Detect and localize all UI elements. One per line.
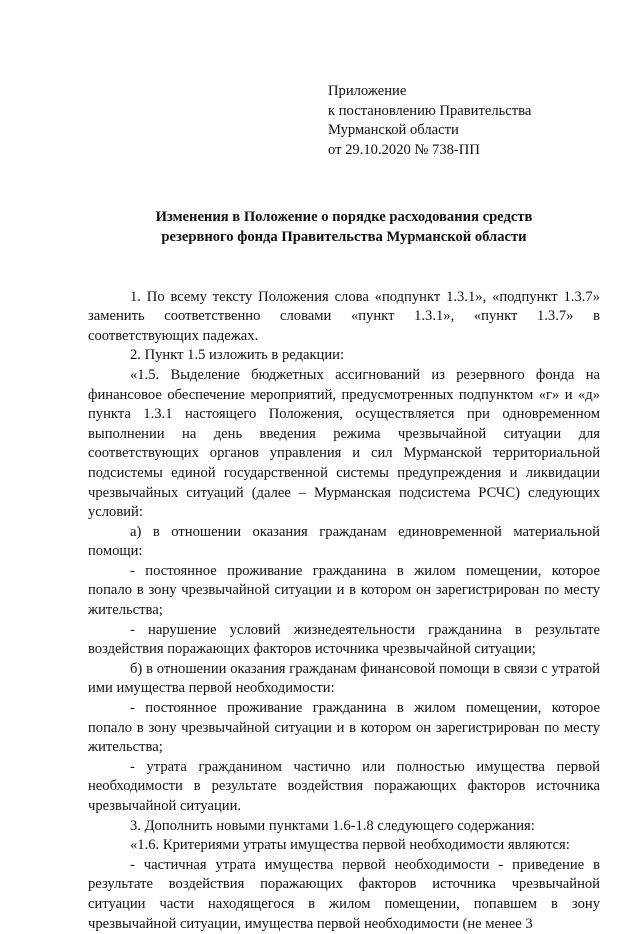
paragraph: 3. Дополнить новыми пунктами 1.6-1.8 следующего содержания: xyxy=(130,817,535,834)
appendix-line-4: от 29.10.2020 № 738-ПП xyxy=(328,141,480,158)
paragraph: а) в отношении оказания гражданам единовременной материальной помощи: xyxy=(88,523,600,560)
title-line-1: Изменения в Положение о порядке расходования средств xyxy=(155,209,533,226)
appendix-line-2: к постановлению Правительства xyxy=(328,102,532,119)
paragraph: - утрата гражданином частично или полностью имущества первой необходимости в результате воздействия поражающих факторов источника чрезвычайной ситуации. xyxy=(88,758,600,814)
paragraph: - нарушение условий жизнедеятельности гражданина в результате воздействия поражающих факторов источника чрезвычайной ситуации; xyxy=(88,621,600,658)
document-title xyxy=(88,208,600,247)
paragraph: 1. По всему тексту Положения слова «подпункт 1.3.1», «подпункт 1.3.7» заменить соответственно словами «пункт 1.3.1», «пункт 1.3.7» в соответствующих падежах. xyxy=(88,288,600,344)
paragraph: - постоянное проживание гражданина в жилом помещении, которое попало в зону чрезвычайной ситуации и в котором он зарегистрирован по месту жительства; xyxy=(88,562,600,619)
paragraph: «1.6. Критериями утраты имущества первой необходимости являются: xyxy=(130,837,570,854)
appendix-block xyxy=(328,82,588,160)
paragraph: «1.5. Выделение бюджетных ассигнований из резервного фонда на финансовое обеспечение мероприятий, предусмотренных подпунктом «г» и «д» пункта 1.3.1 настоящего Положения, осуществляется при одновременном выполнении на день введения режима чрезвычайной ситуации для соответствующих органов управления и сил Мурманской территориальной подсистемы единой государственной системы предупреждения и ликвидации чрезвычайных ситуаций (далее – Мурманская подсистема РСЧС) следующих условий: xyxy=(88,366,600,521)
appendix-line-1: Приложение xyxy=(328,83,407,99)
document-body xyxy=(88,288,600,934)
appendix-line-3: Мурманской области xyxy=(328,122,459,139)
paragraph: - постоянное проживание гражданина в жилом помещении, которое попало в зону чрезвычайной ситуации и в котором он зарегистрирован по месту жительства; xyxy=(88,700,600,756)
paragraph: 2. Пункт 1.5 изложить в редакции: xyxy=(130,347,345,364)
title-line-2: резервного фонда Правительства Мурманской области xyxy=(161,228,527,245)
paragraph: б) в отношении оказания гражданам финансовой помощи в связи с утратой ими имущества первой необходимости: xyxy=(88,660,600,697)
paragraph: - частичная утрата имущества первой необходимости - приведение в результате воздействия поражающих факторов источника чрезвычайной ситуации части находящегося в жилом помещении, попавшем в зону чрезвычайной ситуации, имущества первой необходимости (не менее 3 xyxy=(88,856,600,932)
